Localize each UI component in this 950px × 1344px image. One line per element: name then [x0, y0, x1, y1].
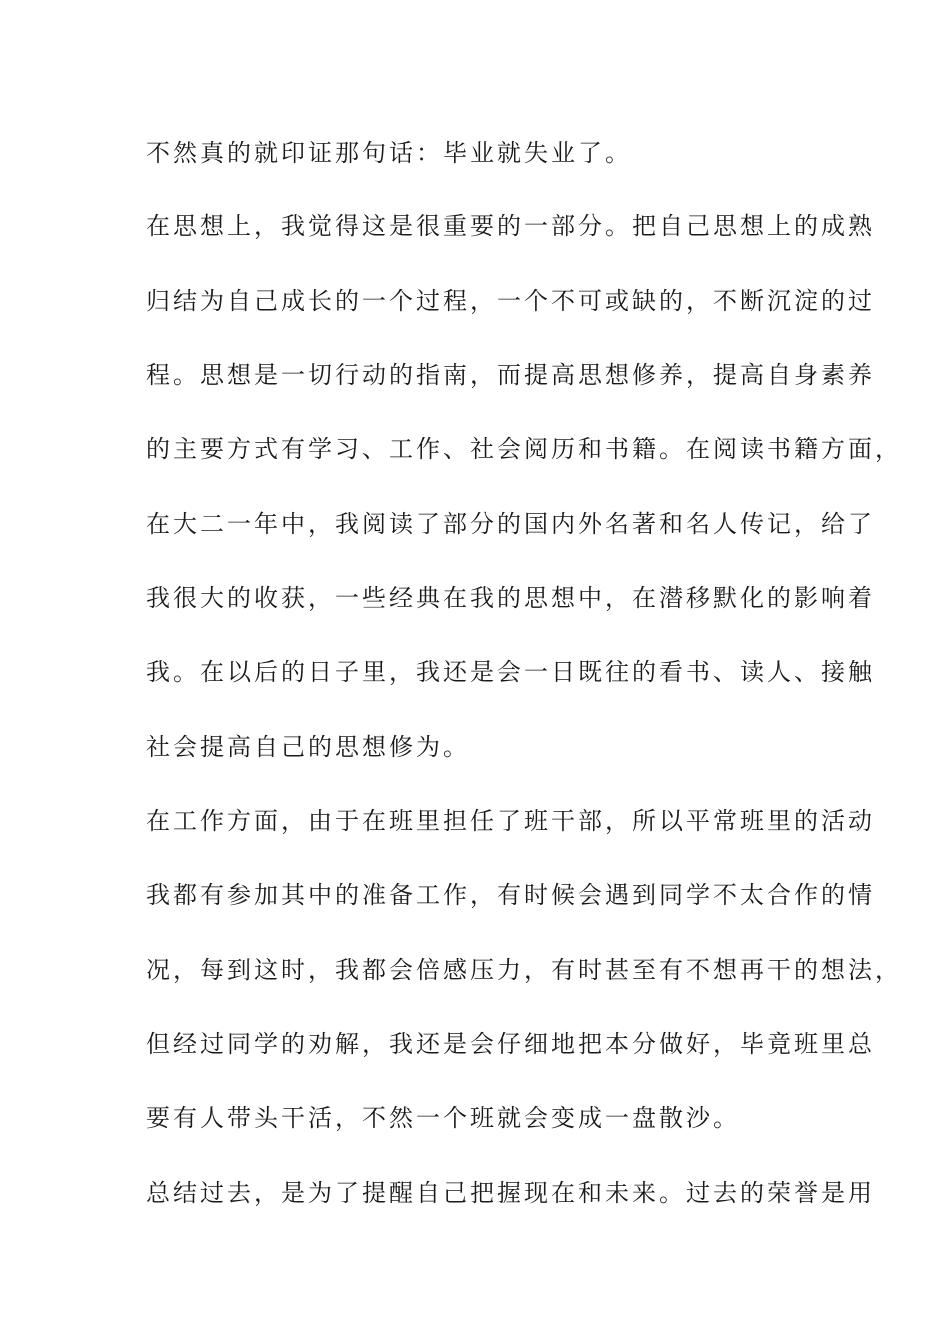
text-line: 不然真的就印证那句话：毕业就失业了。: [146, 139, 632, 167]
text-line: 我都有参加其中的准备工作，有时候会遇到同学不太合作的情: [146, 881, 875, 909]
text-line: 要有人带头干活，不然一个班就会变成一盘散沙。: [146, 1104, 740, 1132]
text-line: 总结过去，是为了提醒自己把握现在和未来。过去的荣誉是用: [146, 1179, 875, 1207]
text-line: 的主要方式有学习、工作、社会阅历和书籍。在阅读书籍方面，: [146, 435, 902, 463]
text-line: 社会提高自己的思想修为。: [146, 733, 470, 761]
text-line: 在思想上，我觉得这是很重要的一部分。把自己思想上的成熟: [146, 212, 875, 240]
text-line: 我很大的收获，一些经典在我的思想中，在潜移默化的影响着: [146, 584, 875, 612]
text-line: 但经过同学的劝解，我还是会仔细地把本分做好，毕竟班里总: [146, 1030, 875, 1058]
text-line: 我。在以后的日子里，我还是会一日既往的看书、读人、接触: [146, 658, 875, 686]
text-line: 在工作方面，由于在班里担任了班干部，所以平常班里的活动: [146, 807, 875, 835]
text-line: 程。思想是一切行动的指南，而提高思想修养，提高自身素养: [146, 361, 875, 389]
text-line: 归结为自己成长的一个过程，一个不可或缺的，不断沉淀的过: [146, 287, 875, 315]
text-line: 在大二一年中，我阅读了部分的国内外名著和名人传记，给了: [146, 510, 875, 538]
text-line: 况，每到这时，我都会倍感压力，有时甚至有不想再干的想法，: [146, 956, 902, 984]
